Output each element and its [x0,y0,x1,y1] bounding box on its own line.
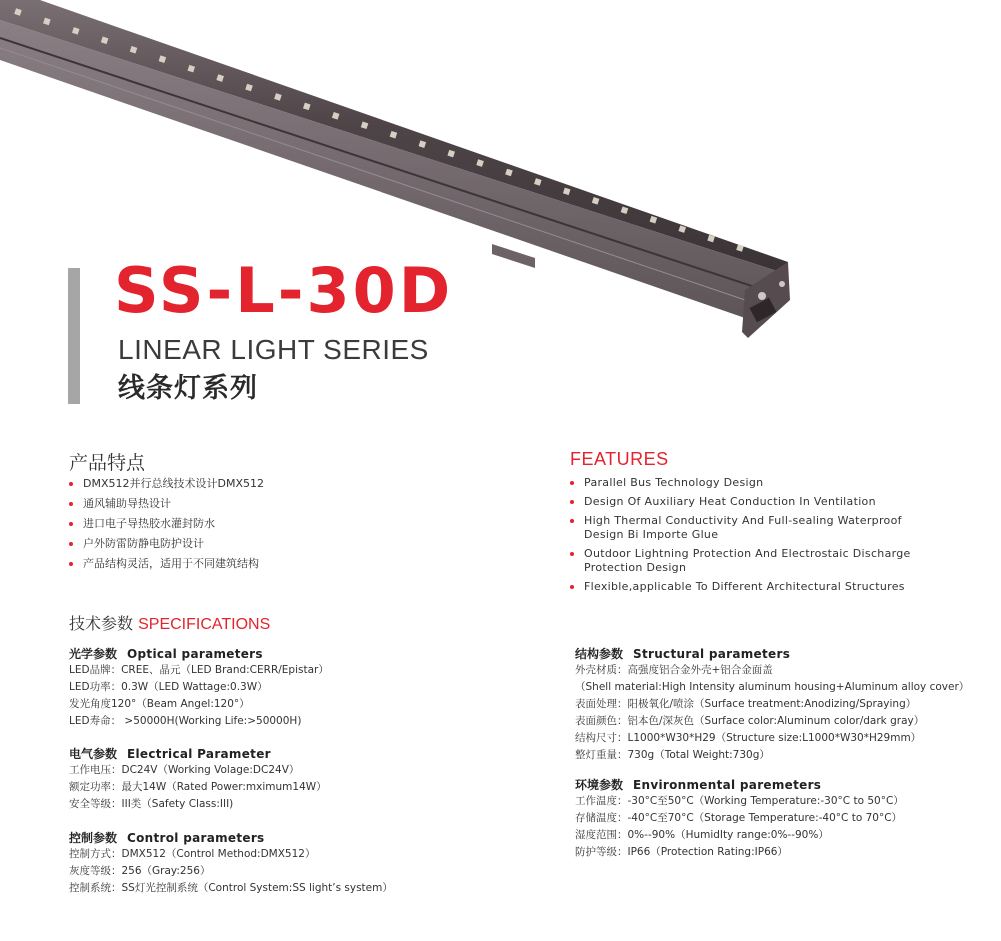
structural-lines [575,662,995,764]
spec-line: 工作温度：-30°C至50°C（Working Temperature:-30°C to 50°C） [575,795,904,807]
specs-title-en: SPECIFICATIONS [138,616,271,633]
spec-line: （Shell material:High Intensity aluminum housing+Aluminum alloy cover） [575,681,970,693]
spec-line: 控制系统：SS灯光控制系统（Control System:SS light’s system） [69,882,393,894]
model-name: SS-L-30D [114,254,454,327]
bullet-icon [570,519,574,523]
optical-title: 光学参数 Optical parameters [69,647,263,661]
spec-line: LED品牌：CREE、晶元（LED Brand:CERR/Epistar） [69,664,329,676]
bullet-icon [570,585,574,589]
environmental-title: 环境参数 Environmental paremeters [575,778,822,792]
spec-line: 安全等级：III类（Safety Class:III) [69,798,234,810]
feature-zh-item: 产品结构灵活，适用于不同建筑结构 [69,557,489,571]
feature-zh-item: 进口电子导热胶水灌封防水 [69,517,489,531]
spec-line: 额定功率：最大14W（Rated Power:mximum14W） [69,781,327,793]
electrical-section [69,745,529,813]
structural-section [575,645,995,764]
specs-title-zh: 技术参数 [69,614,134,633]
spec-line: 表面颜色：铝本色/深灰色（Surface color:Aluminum color/dark gray） [575,715,925,727]
feature-zh-item: 户外防雷防静电防护设计 [69,537,489,551]
spec-line: LED功率：0.3W（LED Wattage:0.3W） [69,681,268,693]
feature-en-item: Design Of Auxiliary Heat Conduction In Ventilation [570,495,990,509]
bullet-icon [69,562,73,566]
environmental-lines [575,793,995,861]
spec-line: 防护等级：IP66（Protection Rating:IP66） [575,846,788,858]
bullet-icon [69,522,73,526]
spec-line: 结构尺寸：L1000*W30*H29（Structure size:L1000*W30*H29mm） [575,732,922,744]
bullet-icon [69,542,73,546]
title-accent-bar [68,268,80,404]
features-zh-title: 产品特点 [69,452,146,474]
spec-line: 存储温度：-40°C至70°C（Storage Temperature:-40°C to 70°C） [575,812,903,824]
bullet-icon [570,552,574,556]
structural-title: 结构参数 Structural parameters [575,647,791,661]
spec-line: 表面处理：阳极氧化/喷涂（Surface treatment:Anodizing/Spraying） [575,698,917,710]
bullet-icon [69,482,73,486]
spec-line: 外壳材质：高强度铝合金外壳+铝合金面盖 [575,664,773,676]
bullet-icon [570,500,574,504]
spec-line: 控制方式：DMX512（Control Method:DMX512） [69,848,316,860]
spec-line: 灰度等级：256（Gray:256） [69,865,211,877]
spec-line: 整灯重量：730g（Total Weight:730g） [575,749,770,761]
series-name-zh: 线条灯系列 [118,373,258,404]
environmental-section [575,776,995,861]
spec-line: 发光角度120°（Beam Angel:120°） [69,698,250,710]
spec-line: LED寿命： >50000H(Working Life:>50000H) [69,715,302,727]
control-section [69,829,529,897]
optical-lines [69,662,529,730]
feature-en-item: High Thermal Conductivity And Full-sealing Waterproof Design Bi Importe Glue [570,514,990,542]
bullet-icon [570,481,574,485]
optical-section [69,645,529,730]
feature-en-item: Flexible,applicable To Different Architectural Structures [570,580,990,594]
feature-en-item: Outdoor Lightning Protection And Electrostaic Discharge Protection Design [570,547,990,575]
feature-zh-item: DMX512并行总线技术设计DMX512 [69,477,489,491]
feature-zh-item: 通风辅助导热设计 [69,497,489,511]
features-zh-list [69,477,489,577]
specs-heading [69,611,270,634]
feature-en-item: Parallel Bus Technology Design [570,476,990,490]
electrical-lines [69,762,529,813]
spec-line: 湿度范围：0%--90%（HumidIty range:0%--90%） [575,829,829,841]
control-title: 控制参数 Control parameters [69,831,265,845]
features-en-title: FEATURES [570,449,669,469]
electrical-title: 电气参数 Electrical Parameter [69,747,271,761]
spec-line: 工作电压：DC24V（Working Volage:DC24V） [69,764,300,776]
features-en-list [570,476,990,599]
control-lines [69,846,529,897]
bullet-icon [69,502,73,506]
series-name-en: LINEAR LIGHT SERIES [118,334,429,365]
